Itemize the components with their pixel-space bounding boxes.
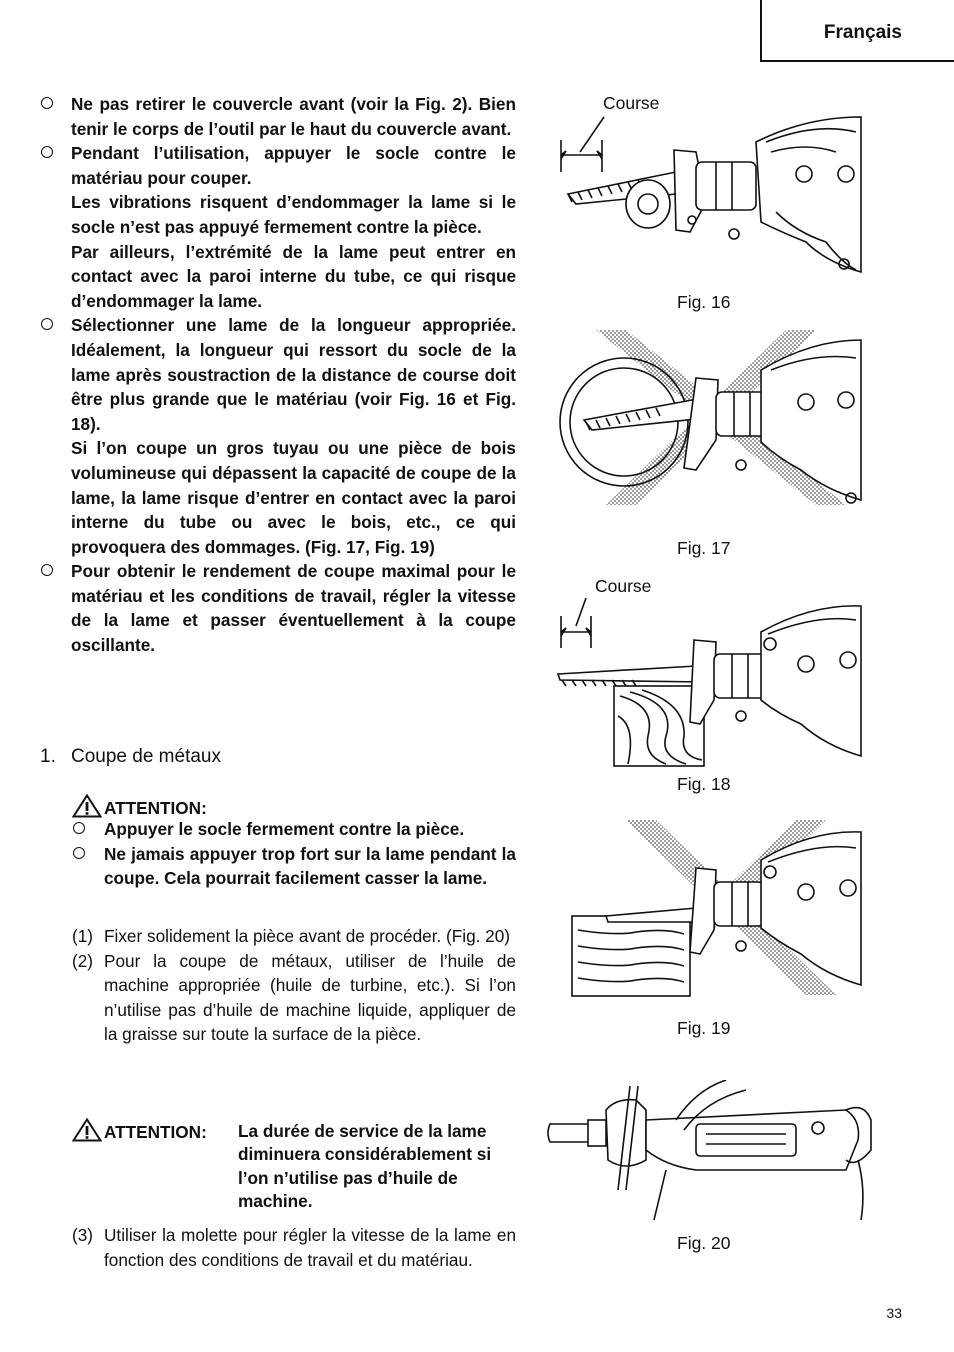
course-label: Course — [603, 93, 660, 113]
fig20-illustration — [546, 1080, 876, 1226]
list-item — [40, 559, 516, 657]
language-label: Français — [823, 22, 902, 43]
list-item — [40, 313, 516, 559]
note-text: Ne pas retirer le couvercle avant (voir la Fig. 2). Bien tenir le corps de l’outil par le haut du couvercle avant. — [71, 94, 516, 139]
fig20-caption: Fig. 20 — [677, 1233, 731, 1253]
warning-triangle-icon — [72, 794, 102, 818]
note-text: Sélectionner une lame de la longueur appropriée. Idéalement, la longueur qui ressort du socle de la lame après soustraction de la distance de course doit être plus grande que le matériau (voir Fig. 16 et Fig. 18). — [71, 315, 516, 434]
step-text: Fixer solidement la pièce avant de procéder. (Fig. 20) — [104, 926, 511, 946]
attention-item: Appuyer le socle fermement contre la pièce. — [104, 819, 465, 839]
step-number: (1) — [72, 926, 94, 946]
fig18-illustration — [556, 596, 866, 772]
list-item — [72, 842, 516, 891]
circle-bullet-icon — [41, 318, 53, 330]
note-text: Par ailleurs, l’extrémité de la lame peut entrer en contact avec la paroi interne du tube, ce qui risque d’endommager la lame. — [71, 241, 516, 311]
attention-item: Ne jamais appuyer trop fort sur la lame pendant la coupe. Cela pourrait facilement casser la lame. — [104, 843, 516, 889]
course-label: Course — [595, 576, 652, 596]
warning-triangle-icon — [72, 1118, 102, 1142]
fig18-caption: Fig. 18 — [677, 774, 731, 794]
steps-list — [72, 924, 516, 1047]
fig19-illustration — [556, 820, 866, 1000]
safety-notes — [40, 92, 516, 658]
step-text: Utiliser la molette pour régler la vitesse de la lame en fonction des conditions de travail et du matériau. — [104, 1225, 516, 1270]
attention-heading — [72, 794, 207, 819]
section-heading: Coupe de métaux — [71, 746, 221, 767]
note-text: Pour obtenir le rendement de coupe maximal pour le matériau et les conditions de travail, régler la vitesse de la lame et passer éventuellement à la coupe oscillante. — [71, 561, 516, 656]
steps-list — [72, 1223, 516, 1272]
circle-bullet-icon — [41, 97, 53, 109]
attention-list — [72, 817, 516, 891]
attention-label: ATTENTION: — [104, 798, 207, 818]
attention-label: ATTENTION: — [104, 1122, 207, 1142]
page-number: 33 — [886, 1305, 902, 1321]
circle-bullet-icon — [41, 564, 53, 576]
step-text: Pour la coupe de métaux, utiliser de l’huile de machine appropriée (huile de turbine, etc.). Si l’on n’utilise pas d’huile de machine liquide, appliquer de la graisse sur toute la surface de la pièce. — [104, 950, 516, 1045]
note-text: Les vibrations risquent d’endommager la lame si le socle n’est pas appuyé fermement contre la pièce. — [71, 192, 516, 237]
list-item — [72, 1223, 516, 1272]
fig16-illustration — [556, 112, 866, 278]
step-number: (2) — [72, 950, 94, 971]
attention-heading — [72, 1118, 207, 1143]
circle-bullet-icon — [73, 822, 85, 834]
fig17-illustration — [556, 330, 866, 510]
list-item — [72, 949, 516, 1047]
list-item — [40, 141, 516, 313]
circle-bullet-icon — [41, 146, 53, 158]
step-number: (3) — [72, 1225, 94, 1245]
section-number: 1. — [40, 746, 56, 767]
note-text: Pendant l’utilisation, appuyer le socle contre le matériau pour couper. — [71, 143, 516, 188]
note-text: Si l’on coupe un gros tuyau ou une pièce de bois volumineuse qui dépassent la capacité de coupe de la lame, la lame risque d’entrer en contact avec la paroi interne du tube ou avec le bois, etc., ce qui provoquera des dommages. (Fig. 17, Fig. 19) — [71, 438, 516, 557]
section-title — [40, 746, 221, 768]
circle-bullet-icon — [73, 847, 85, 859]
fig17-caption: Fig. 17 — [677, 538, 731, 558]
fig19-caption: Fig. 19 — [677, 1018, 731, 1038]
list-item — [72, 924, 516, 949]
attention-text: La durée de service de la lame diminuera considérablement si l’on n’utilise pas d’huile de machine. — [238, 1121, 492, 1212]
fig16-caption: Fig. 16 — [677, 292, 731, 312]
language-tab — [760, 0, 954, 62]
list-item — [40, 92, 516, 141]
list-item — [72, 817, 516, 842]
